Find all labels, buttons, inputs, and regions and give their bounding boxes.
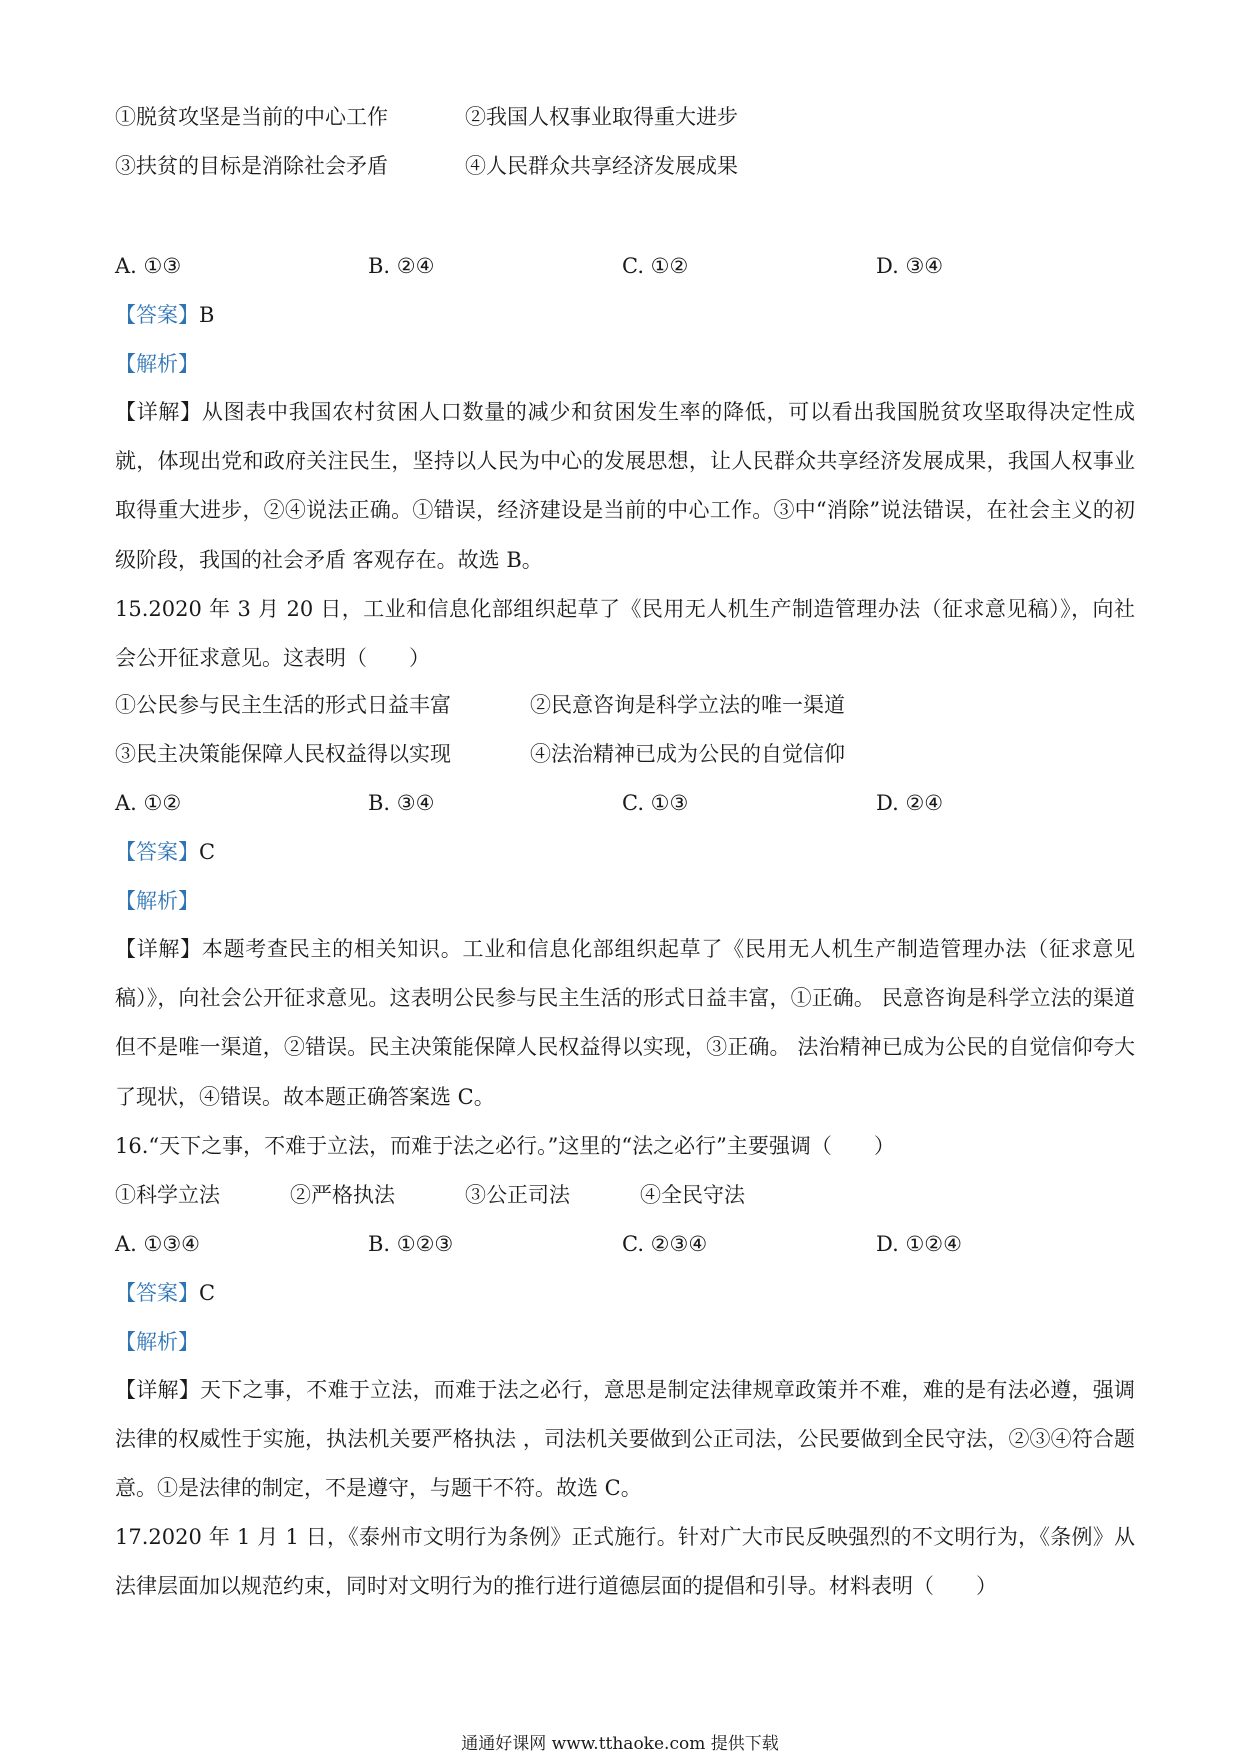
choice-d: D. ③④ [876,254,944,278]
q16-detail-paragraph [115,1366,1135,1514]
answer-line [115,300,214,330]
q16-choice-b: B. ①②③ [368,1232,454,1256]
choice-a: A. ①③ [115,254,182,278]
q15-choice-b: B. ③④ [368,791,435,815]
q15-choice-c: C. ①③ [622,791,689,815]
q15-option-4: ④法治精神已成为公民的自觉信仰 [530,742,845,766]
q15-option-3: ③民主决策能保障人民权益得以实现 [115,742,451,766]
q15-answer-line [115,837,215,867]
q16-option-4: ④全民守法 [640,1183,745,1207]
choice-b: B. ②④ [368,254,435,278]
question-15-stem: 15.2020 年 3 月 20 日，工业和信息化部组织起草了《民用无人机生产制造管理办法（征求意见稿）》，向社会公开征求意见。这表明（ ） [115,597,1135,671]
choice-c: C. ①② [622,254,689,278]
question-16-stem: 16.“天下之事，不难于立法，而难于法之必行。”这里的“法之必行”主要强调（ ） [115,1134,895,1158]
q15-choice-d: D. ②④ [876,791,944,815]
q16-choice-c: C. ②③④ [622,1232,708,1256]
detail-tag: 【详解】 [115,400,202,424]
option-4: ④人民群众共享经济发展成果 [465,154,738,178]
q16-option-1: ①科学立法 [115,1183,220,1207]
q15-detail-text: 本题考查民主的相关知识。工业和信息化部组织起草了《民用无人机生产制造管理办法（征求意见稿）》，向社会公开征求意见。这表明公民参与民主生活的形式日益丰富，①正确。 民意咨询是科学立法的渠道但不是唯一渠道，②错误。民主决策能保障人民权益得以实现，③正确。 法治精神已成为公民的自觉信仰夸大了现状，④错误。故本题正确答案选 C。 [115,937,1136,1109]
q16-answer-tag: 【答案】 [115,1281,199,1305]
q16-option-3: ③公正司法 [465,1183,570,1207]
answer-tag: 【答案】 [115,303,199,327]
q16-answer-line [115,1278,215,1308]
question-17-stem: 17.2020 年 1 月 1 日，《泰州市文明行为条例》正式施行。针对广大市民反映强烈的不文明行为，《条例》从法律层面加以规范约束，同时对文明行为的推行进行道德层面的提倡和引导。材料表明（ ） [115,1525,1135,1599]
q15-choice-a: A. ①② [115,791,182,815]
q16-detail-text: 天下之事，不难于立法，而难于法之必行，意思是制定法律规章政策并不难，难的是有法必遵，强调法律的权威性于实施，执法机关要严格执法 ，司法机关要做到公正司法，公民要做到全民守法，②③④符合题意。①是法律的制定，不是遵守，与题干不符。故选 C。 [115,1378,1136,1501]
q16-choice-d: D. ①②④ [876,1232,962,1256]
analysis-tag: 【解析】 [115,352,199,376]
option-3: ③扶贫的目标是消除社会矛盾 [115,154,388,178]
q16-option-2: ②严格执法 [290,1183,395,1207]
q15-option-1: ①公民参与民主生活的形式日益丰富 [115,693,451,717]
q15-option-2: ②民意咨询是科学立法的唯一渠道 [530,693,845,717]
q15-detail-tag: 【详解】 [115,937,202,961]
detail-paragraph [115,388,1135,585]
q15-detail-paragraph [115,925,1135,1122]
answer-value: B [199,303,215,327]
option-2: ②我国人权事业取得重大进步 [465,105,738,129]
q15-answer-value: C [199,840,216,864]
q16-answer-value: C [199,1281,216,1305]
q16-choice-a: A. ①③④ [115,1232,200,1256]
q15-analysis-tag: 【解析】 [115,889,199,913]
q16-analysis-tag: 【解析】 [115,1330,199,1354]
page-footer: 通通好课网 www.tthaoke.com 提供下载 [461,1734,779,1754]
detail-text: 从图表中我国农村贫困人口数量的减少和贫困发生率的降低，可以看出我国脱贫攻坚取得决定性成就，体现出党和政府关注民生，坚持以人民为中心的发展思想，让人民群众共享经济发展成果，我国人权事业取得重大进步，②④说法正确。①错误，经济建设是当前的中心工作。③中“消除”说法错误，在社会主义的初级阶段，我国的社会矛盾 客观存在。故选 B。 [115,400,1136,572]
q16-detail-tag: 【详解】 [115,1378,201,1402]
q15-answer-tag: 【答案】 [115,840,199,864]
option-1: ①脱贫攻坚是当前的中心工作 [115,105,388,129]
